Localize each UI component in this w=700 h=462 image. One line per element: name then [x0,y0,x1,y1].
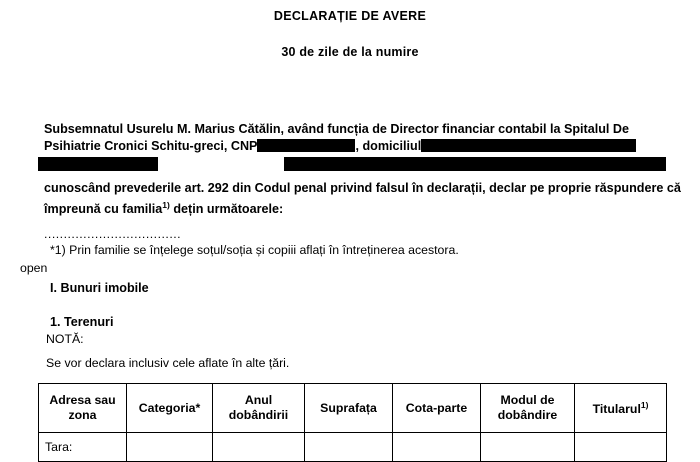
terenuri-table [38,383,667,462]
table-cell-anul [213,433,305,462]
section-heading-bunuri-imobile: I. Bunuri imobile [50,281,149,296]
dotted-line: ................................... [44,227,182,242]
document-body [0,121,700,370]
declaration-paragraph [44,180,686,218]
open-text: open [20,261,48,276]
nota-text: Se vor declara inclusiv cele aflate în alte țări. [46,356,290,371]
table-header-categoria: Categoria* [127,384,213,433]
table-header-adresa: Adresa sau zona [39,384,127,433]
table-header-modul-dobandire: Modul de dobândire [481,384,575,433]
subsection-heading-terenuri: 1. Terenuri [50,315,114,330]
declarant-intro [44,121,686,155]
table-header-anul-dobandirii: Anul dobândirii [213,384,305,433]
redaction-strip [44,157,686,171]
family-footnote: *1) Prin familie se înțelege soțul/soția și copiii aflați în întreținerea acestora. [50,243,459,258]
table-cell-cota [393,433,481,462]
table-header-titularul: Titularul$^{1)}$ [575,384,667,433]
redaction-block-right [284,157,666,171]
document-page [0,9,700,454]
table-header-cota-parte: Cota-parte [393,384,481,433]
nota-label: NOTĂ: [46,332,84,347]
declaration-paragraph-text: cunoscând prevederile art. 292 din Codul penal privind falsul în declarații, declar pe proprie răspundere că împreună cu familia$^{1)}$ dețin următoarele: [44,181,681,217]
declarant-intro-text-2: , domiciliul [355,139,422,153]
table-cell-categoria [127,433,213,462]
table-header-suprafata: Suprafața [305,384,393,433]
page-subtitle: 30 de zile de la numire [281,45,419,59]
redaction-cnp [257,139,355,152]
table-cell-titularul [575,433,667,462]
table-cell-tara: Tara: [39,433,127,462]
page-title: DECLARAȚIE DE AVERE [273,9,427,23]
table-cell-modul [481,433,575,462]
redaction-block-left [38,157,158,171]
redaction-address [421,139,636,152]
table-cell-suprafata [305,433,393,462]
declarant-intro-text-1: Subsemnatul Usurelu M. Marius Cătălin, având funcția de Director financiar contabil la Spitalul De Psihiatrie Cronici Schitu-greci, CNP [44,122,630,153]
table-header-row [39,384,667,433]
table-row [39,433,667,462]
